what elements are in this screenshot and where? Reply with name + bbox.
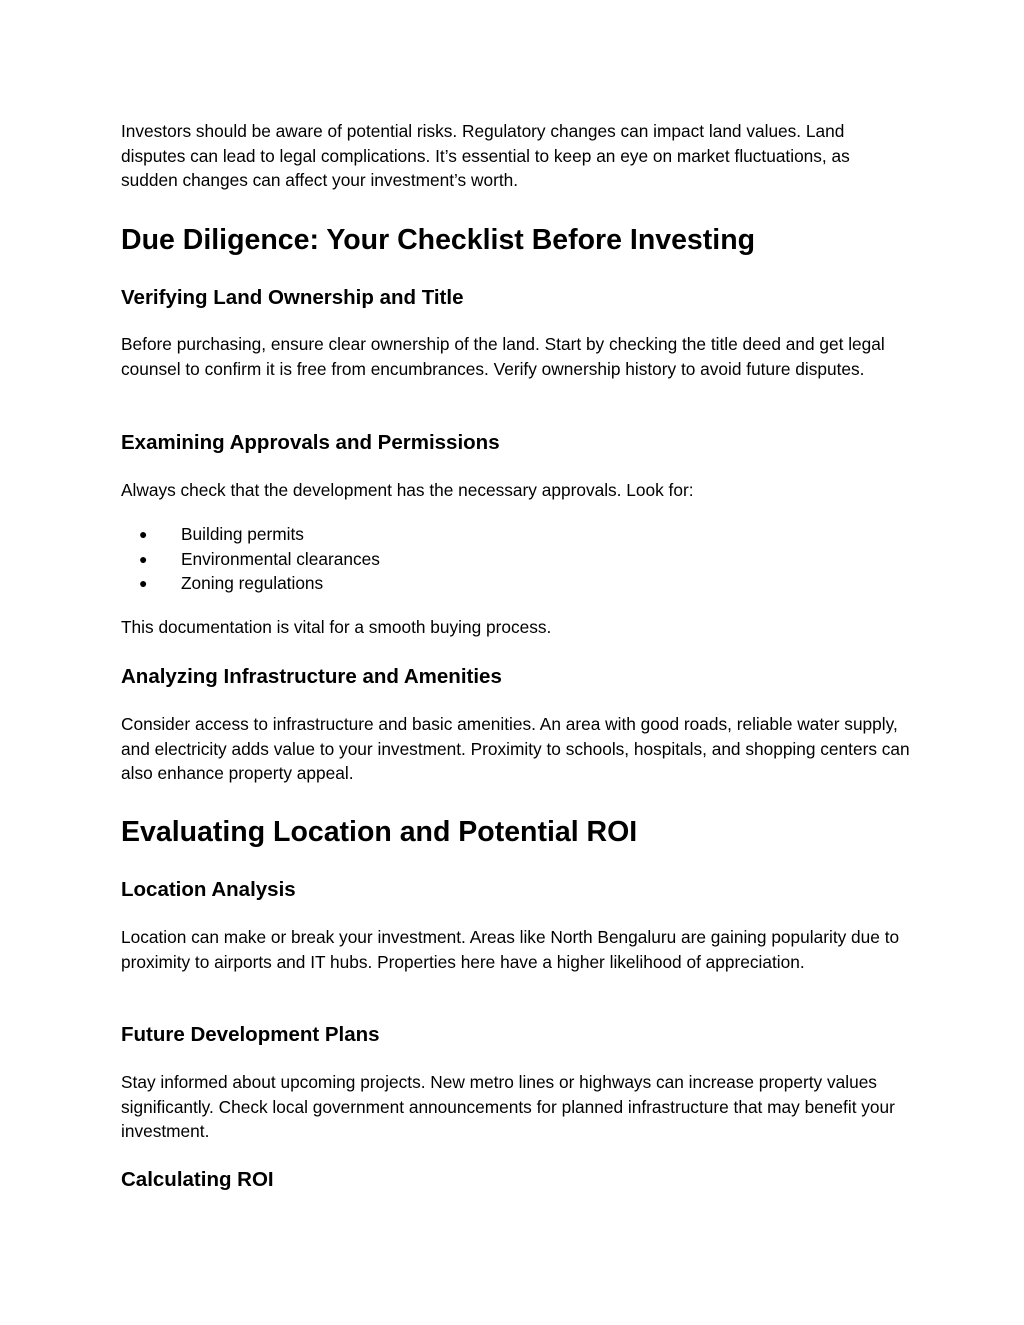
heading-land-ownership: Verifying Land Ownership and Title [121, 286, 464, 309]
heading-calculating-roi: Calculating ROI [121, 1168, 274, 1191]
heading-due-diligence: Due Diligence: Your Checklist Before Investing [121, 224, 756, 256]
heading-future-plans: Future Development Plans [121, 1023, 380, 1046]
list-item [121, 571, 911, 596]
heading-location-roi: Evaluating Location and Potential ROI [121, 816, 638, 848]
bullet-icon: ● [139, 550, 148, 567]
paragraph-location-analysis: Location can make or break your investment. Areas like North Bengaluru are gaining popularity due to proximity to airports and IT hubs. Properties here have a higher likelihood of appreciation. [121, 927, 900, 972]
list-item-text: Environmental clearances [181, 548, 380, 569]
intro-paragraph: Investors should be aware of potential risks. Regulatory changes can impact land values. Land disputes can lead to legal complications. It’s essential to keep an eye on market fluctuations, as sudden changes can affect your investment’s worth. [121, 121, 850, 190]
list-item [121, 547, 911, 572]
paragraph-land-ownership: Before purchasing, ensure clear ownership of the land. Start by checking the title deed and get legal counsel to confirm it is free from encumbrances. Verify ownership history to avoid future disputes. [121, 334, 885, 379]
approvals-list [121, 522, 911, 596]
paragraph-infrastructure: Consider access to infrastructure and basic amenities. An area with good roads, reliable water supply, and electricity adds value to your investment. Proximity to schools, hospitals, and shopping centers can also enhance property appeal. [121, 714, 910, 783]
paragraph-future-plans: Stay informed about upcoming projects. New metro lines or highways can increase property values significantly. Check local government announcements for planned infrastructure that may benefit your investment. [121, 1072, 895, 1141]
heading-location-analysis: Location Analysis [121, 878, 296, 901]
list-item [121, 522, 911, 547]
paragraph-approvals: Always check that the development has the necessary approvals. Look for: [121, 480, 694, 500]
list-item-text: Zoning regulations [181, 573, 324, 593]
list-item-text: Building permits [181, 524, 304, 544]
paragraph-approvals-closing: This documentation is vital for a smooth buying process. [121, 617, 552, 637]
heading-infrastructure: Analyzing Infrastructure and Amenities [121, 665, 502, 688]
heading-approvals: Examining Approvals and Permissions [121, 431, 500, 454]
bullet-icon: ● [139, 575, 148, 591]
bullet-icon: ● [139, 526, 148, 542]
